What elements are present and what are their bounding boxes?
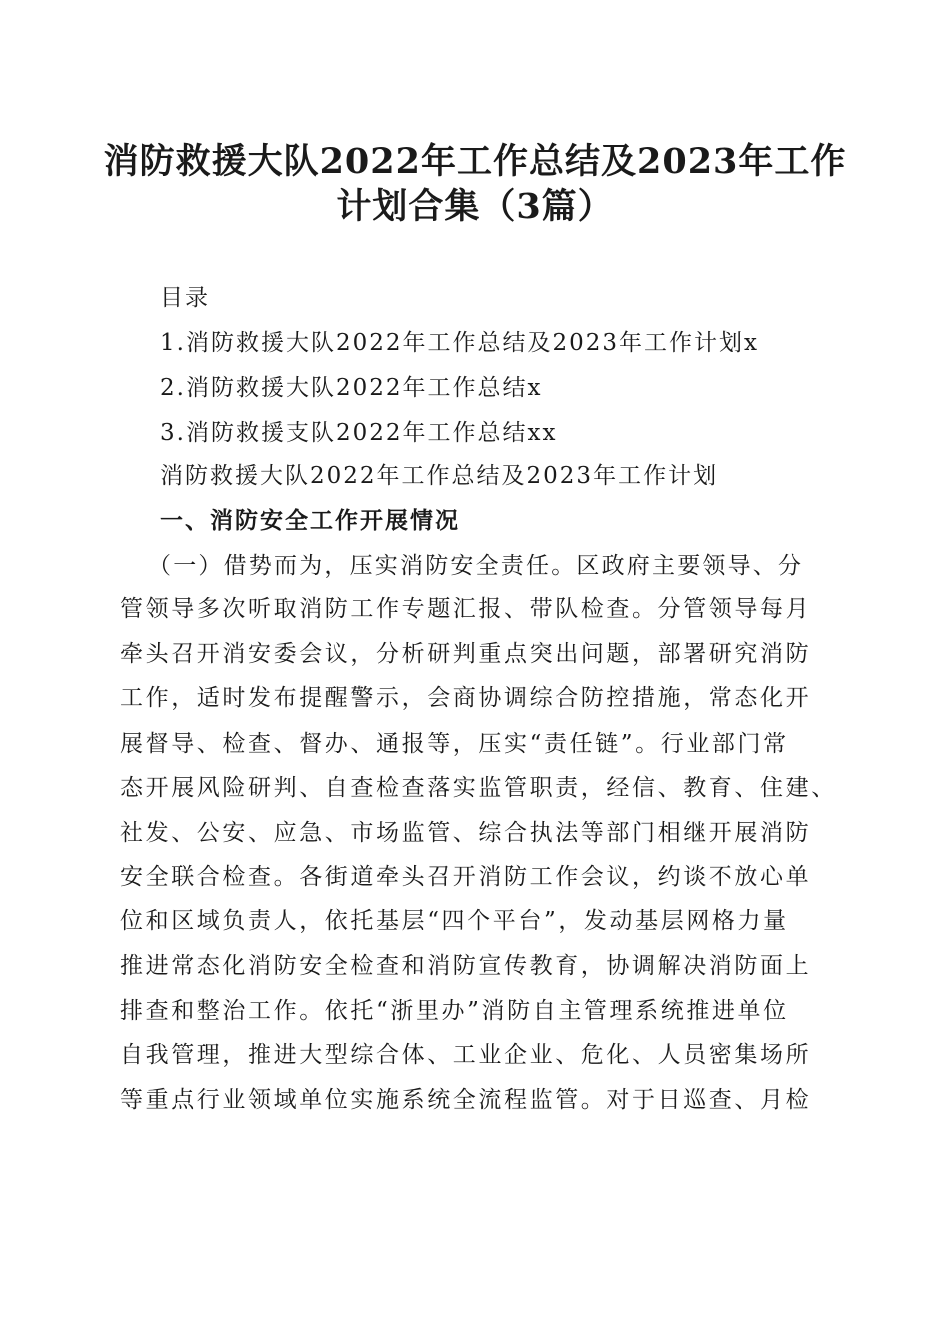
paragraph-line: 推进常态化消防安全检查和消防宣传教育，协调解决消防面上 — [120, 953, 812, 979]
paragraph-line: （一）借势而为，压实消防安全责任。区政府主要领导、分 — [148, 553, 804, 579]
paragraph-line: 牵头召开消安委会议，分析研判重点突出问题，部署研究消防 — [120, 641, 812, 667]
document-title-line-2: 计划合集（3篇） — [336, 186, 614, 227]
paragraph-line: 管领导多次听取消防工作专题汇报、带队检查。分管领导每月 — [120, 596, 812, 622]
paragraph-line: 态开展风险研判、自查检查落实监管职责，经信、教育、住建、 — [120, 775, 837, 801]
toc-item[interactable]: 2.消防救援大队2022年工作总结x — [160, 375, 543, 401]
toc-label: 目录 — [160, 285, 210, 311]
paragraph-line: 社发、公安、应急、市场监管、综合执法等部门相继开展消防 — [120, 820, 812, 846]
paragraph-line: 自我管理，推进大型综合体、工业企业、危化、人员密集场所 — [120, 1042, 812, 1068]
paragraph-line: 展督导、检查、督办、通报等，压实“责任链”。行业部门常 — [120, 731, 789, 757]
section-heading: 一、消防安全工作开展情况 — [160, 508, 460, 534]
article-title: 消防救援大队2022年工作总结及2023年工作计划 — [160, 463, 719, 489]
paragraph-line: 工作，适时发布提醒警示，会商协调综合防控措施，常态化开 — [120, 685, 812, 711]
toc-item[interactable]: 3.消防救援支队2022年工作总结xx — [160, 420, 558, 446]
paragraph-line: 排查和整治工作。依托“浙里办”消防自主管理系统推进单位 — [120, 998, 789, 1024]
paragraph-line: 位和区域负责人，依托基层“四个平台”，发动基层网格力量 — [120, 908, 789, 934]
paragraph-line: 安全联合检查。各街道牵头召开消防工作会议，约谈不放心单 — [120, 864, 812, 890]
document-title-line-1: 消防救援大队2022年工作总结及2023年工作 — [103, 141, 847, 182]
paragraph-line: 等重点行业领域单位实施系统全流程监管。对于日巡查、月检 — [120, 1087, 812, 1113]
toc-item[interactable]: 1.消防救援大队2022年工作总结及2023年工作计划x — [160, 330, 759, 356]
